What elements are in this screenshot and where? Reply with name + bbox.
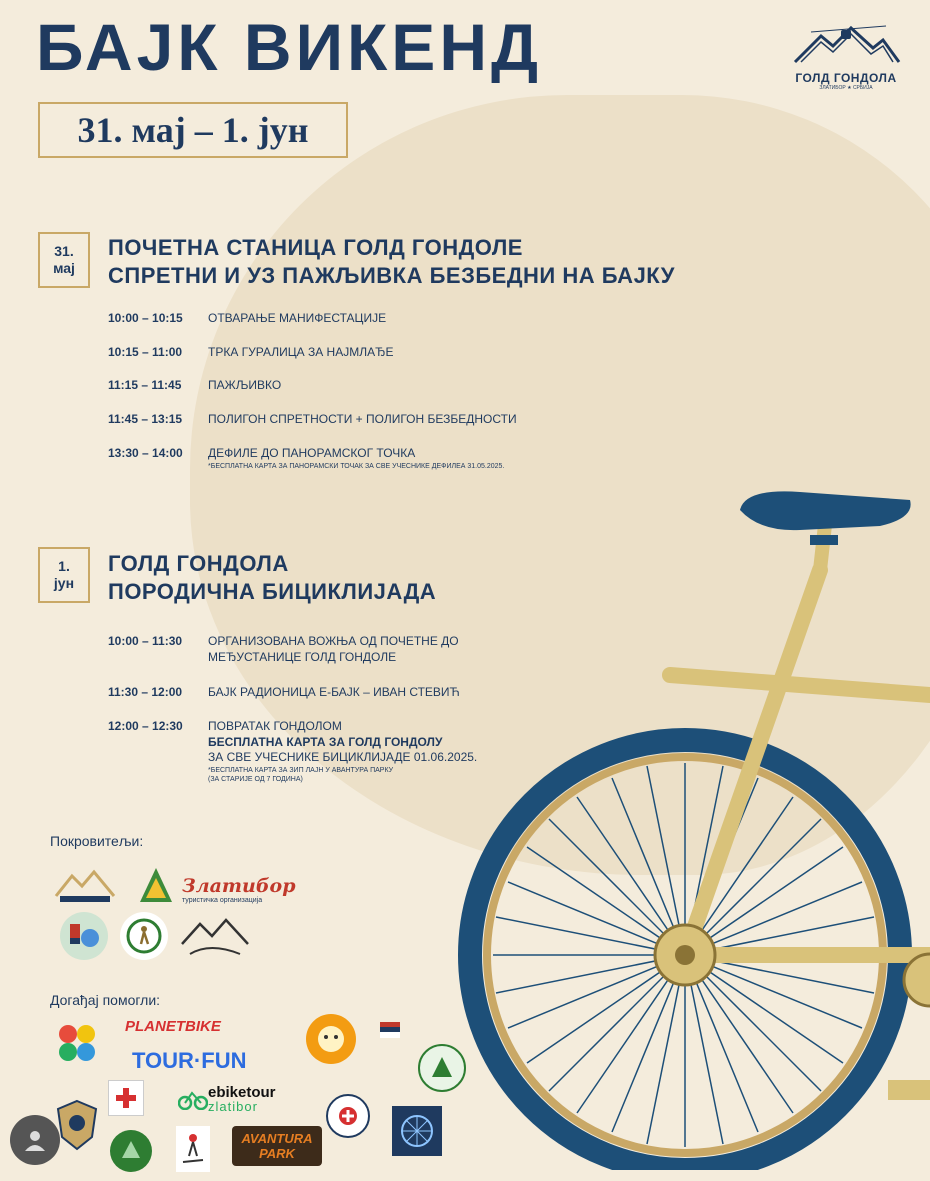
day1-badge-number: 31.: [54, 242, 74, 259]
schedule-desc-line3: ЗА СВЕ УЧЕСНИКЕ БИЦИКЛИЈАДЕ 01.06.2025.: [208, 750, 478, 765]
event-dates: 31. мај – 1. јун: [38, 102, 348, 158]
schedule-desc: БАЈК РАДИОНИЦА Е-БАЈК – ИВАН СТЕВИЋ: [208, 685, 460, 699]
day1-heading-line2: СПРЕТНИ И УЗ ПАЖЉИВКА БЕЗБЕДНИ НА БАЈКУ: [108, 262, 675, 288]
tree-emblem-icon: [110, 1130, 152, 1172]
hiker-icon: [120, 912, 168, 960]
schedule-time: 10:15 – 11:00: [108, 345, 183, 359]
schedule-desc-line1: ОРГАНИЗОВАНА ВОЖЊА ОД ПОЧЕТНЕ ДО: [208, 634, 459, 648]
day2-badge: [38, 547, 90, 603]
mountain-gondola-icon: [791, 24, 901, 66]
schedule-desc: ПАЖЉИВКО: [208, 378, 282, 392]
zlatibor-tourist-org-logo: [182, 870, 296, 908]
schedule-time: 12:00 – 12:30: [108, 719, 183, 733]
bicycle-icon: [178, 1088, 208, 1110]
mascot-icon: [306, 1014, 356, 1064]
schedule-desc-free-ticket: БЕСПЛАТНА КАРТА ЗА ГОЛД ГОНДОЛУ: [208, 734, 443, 749]
bicycle-illustration: [440, 480, 930, 1170]
profile-avatar-icon[interactable]: [10, 1115, 60, 1165]
schedule-time: 13:30 – 14:00: [108, 446, 183, 460]
schedule-desc: ТРКА ГУРАЛИЦА ЗА НАЈМЛАЂЕ: [208, 345, 394, 359]
schedule-note: *БЕСПЛАТНА КАРТА ЗА ЗИП ЛАЈН У АВАНТУРА ПАРКУ: [208, 766, 394, 774]
skier-icon: [176, 1126, 210, 1172]
saddle: [740, 491, 911, 530]
sponsors-label: Покровитељи:: [50, 833, 144, 849]
page-title: БАЈК ВИКЕНД: [36, 10, 542, 84]
schedule-time: 10:00 – 10:15: [108, 311, 183, 325]
ferris-wheel-icon: [392, 1106, 442, 1156]
gold-gondola-sponsor-logo: [52, 866, 118, 906]
mountain-road-icon: [180, 914, 250, 958]
day1-heading-line1: ПОЧЕТНА СТАНИЦА ГОЛД ГОНДОЛЕ: [108, 235, 523, 260]
schedule-time: 10:00 – 11:30: [108, 634, 183, 648]
logo-name: ГОЛД ГОНДОЛА: [795, 71, 897, 85]
logo-subtitle: ЗЛАТИБОР ★ СРБИЈА: [819, 85, 873, 91]
police-shield-icon: [54, 1098, 100, 1152]
day2-heading-line1: ГОЛД ГОНДОЛА: [108, 551, 289, 576]
day2-heading-line2: ПОРОДИЧНА БИЦИКЛИЈАДА: [108, 578, 437, 604]
zlatibor-wordmark: Златибор: [182, 874, 296, 897]
avantura-park-logo: AVANTURA PARK: [232, 1126, 322, 1166]
day1-badge-month: мај: [53, 260, 75, 276]
schedule-note: *БЕСПЛАТНА КАРТА ЗА ПАНОРАМСКИ ТОЧАК ЗА СВЕ УЧЕСНИКЕ ДЕФИЛЕА 31.05.2025.: [208, 462, 505, 470]
tour-fun-logo: TOUR·FUN: [132, 1048, 247, 1073]
ebiketour-logo: [178, 1082, 308, 1116]
day2-heading: [108, 550, 436, 605]
schedule-time: 11:15 – 11:45: [108, 378, 182, 392]
tree-icon: [132, 866, 180, 906]
schedule-desc: [208, 446, 504, 471]
day2-badge-number: 1.: [58, 557, 70, 574]
schedule-desc-text: ДЕФИЛЕ ДО ПАНОРАМСКОГ ТОЧКА: [208, 446, 416, 460]
schedule-time: 11:45 – 13:15: [108, 412, 183, 426]
flag-icon: [370, 1020, 410, 1040]
schedule-desc: ОТВАРАЊЕ МАНИФЕСТАЦИЈЕ: [208, 311, 387, 325]
rescue-emblem-icon: [326, 1094, 370, 1138]
ebiketour-wordmark: ebiketour: [208, 1084, 276, 1101]
gold-gondola-logo: [788, 24, 904, 91]
red-cross-icon: [108, 1080, 144, 1116]
schedule-time: 11:30 – 12:00: [108, 685, 183, 699]
day1-badge: [38, 232, 90, 288]
day2-badge-month: јун: [53, 575, 75, 591]
schedule-desc: [208, 634, 459, 665]
ebiketour-subtitle: zlatibor: [208, 1099, 258, 1114]
planetbike-logo: PLANETBIKE: [125, 1017, 221, 1035]
day1-heading: [108, 234, 675, 289]
helpers-label: Догађај помогли:: [50, 992, 161, 1008]
schedule-desc-line2: МЕЂУСТАНИЦЕ ГОЛД ГОНДОЛЕ: [208, 649, 397, 664]
municipality-crest-icon: [60, 912, 108, 960]
schedule-note-age: (ЗА СТАРИЈЕ ОД 7 ГОДИНА): [208, 775, 303, 783]
colorful-hands-icon: [52, 1018, 102, 1068]
zlatibor-subtitle: туристичка организација: [182, 896, 263, 904]
schedule-desc: [208, 719, 477, 784]
schedule-desc-line1: ПОВРАТАК ГОНДОЛОМ: [208, 719, 342, 733]
schedule-desc: ПОЛИГОН СПРЕТНОСТИ + ПОЛИГОН БЕЗБЕДНОСТИ: [208, 412, 517, 426]
